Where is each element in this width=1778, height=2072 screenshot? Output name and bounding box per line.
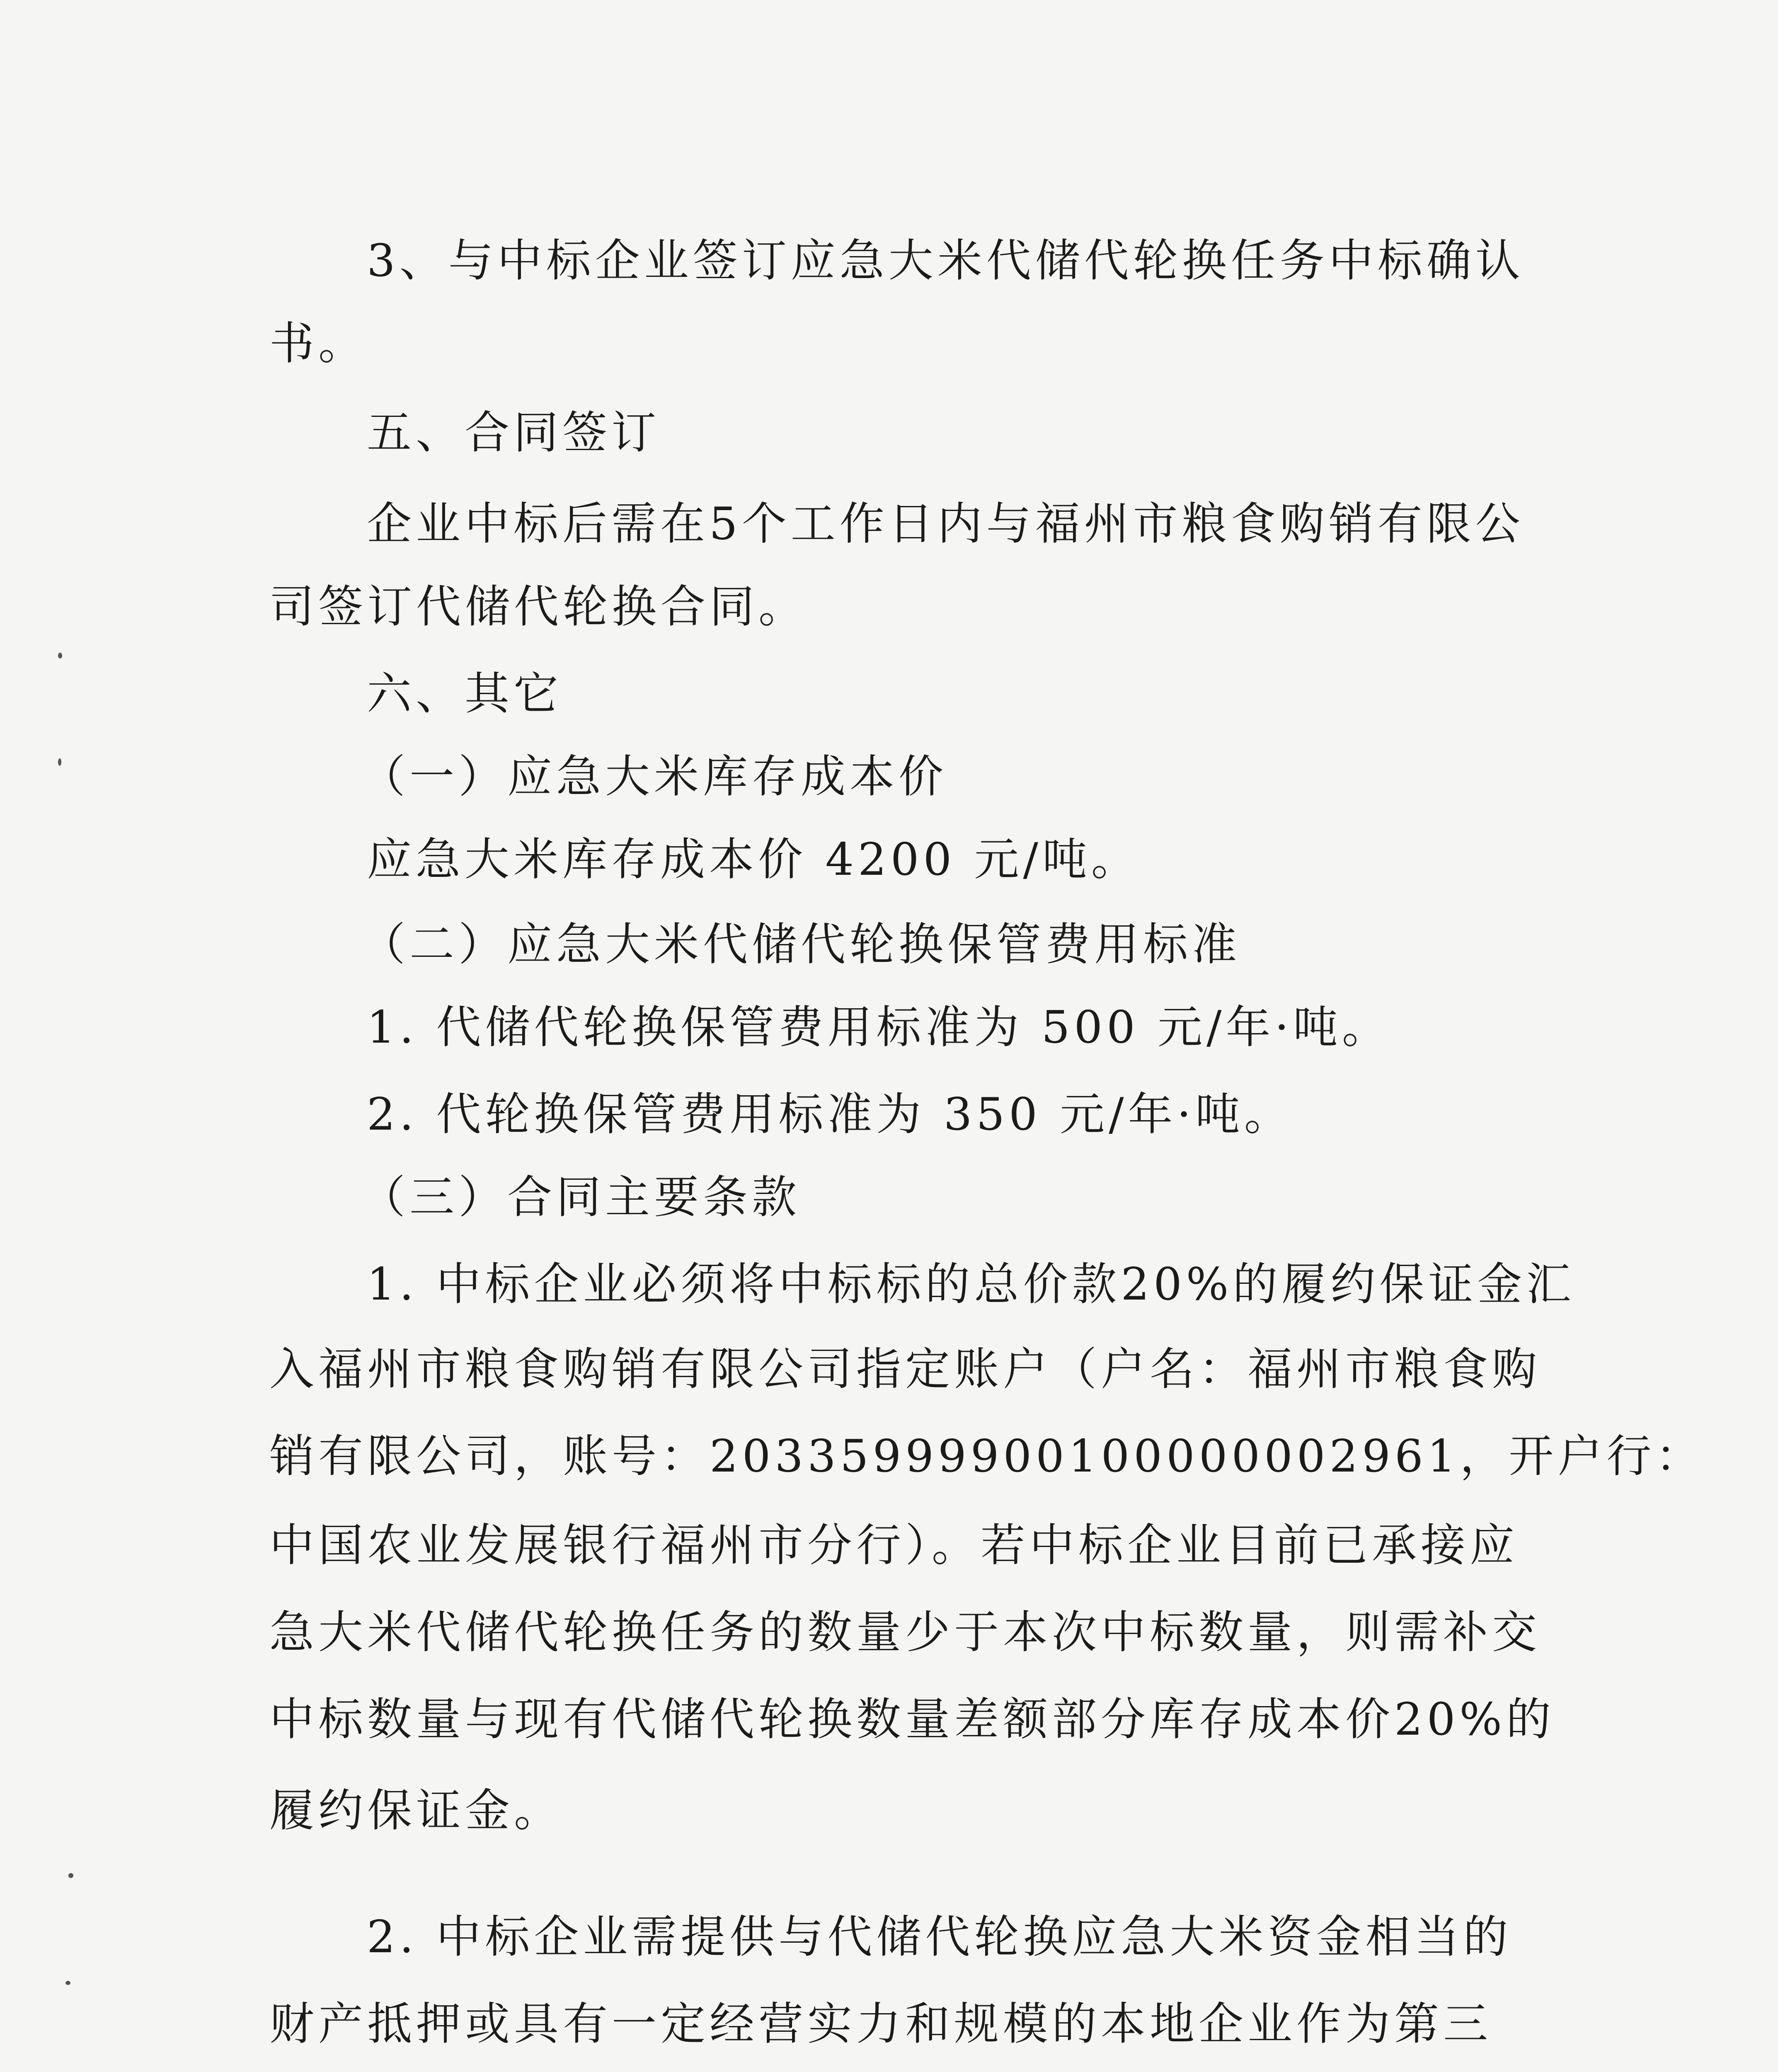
scan-speck bbox=[58, 758, 61, 766]
text-line: 销有限公司，账号：20335999900100000002961，开户行： bbox=[269, 1431, 1705, 1482]
text-line: 3、与中标企业签订应急大米代储代轮换任务中标确认 bbox=[367, 235, 1524, 287]
text-line: 2. 代轮换保管费用标准为 350 元/年·吨。 bbox=[367, 1089, 1293, 1140]
section-heading: 六、其它 bbox=[367, 668, 563, 720]
text-line: 中国农业发展银行福州市分行）。若中标企业目前已承接应 bbox=[269, 1520, 1519, 1571]
scan-speck bbox=[68, 1873, 73, 1878]
text-line: 司签订代储代轮换合同。 bbox=[269, 581, 808, 633]
text-line: 财产抵押或具有一定经营实力和规模的本地企业作为第三 bbox=[269, 1998, 1492, 2050]
scan-speck bbox=[65, 1981, 70, 1985]
text-line: 入福州市粮食购销有限公司指定账户（户名：福州市粮食购 bbox=[269, 1343, 1541, 1395]
scan-speck bbox=[58, 653, 62, 658]
text-line: 应急大米库存成本价 4200 元/吨。 bbox=[367, 834, 1140, 886]
text-line: 1. 中标企业必须将中标标的总价款20%的履约保证金汇 bbox=[367, 1259, 1575, 1310]
text-line: 中标数量与现有代储代轮换数量差额部分库存成本价20%的 bbox=[269, 1694, 1555, 1745]
text-line: 2. 中标企业需提供与代储代轮换应急大米资金相当的 bbox=[367, 1911, 1512, 1963]
subsection-heading: （一）应急大米库存成本价 bbox=[361, 751, 948, 803]
subsection-heading: （三）合同主要条款 bbox=[361, 1172, 801, 1223]
subsection-heading: （二）应急大米代储代轮换保管费用标准 bbox=[361, 919, 1241, 971]
text-line: 企业中标后需在5个工作日内与福州市粮食购销有限公 bbox=[367, 498, 1524, 550]
text-line: 1. 代储代轮换保管费用标准为 500 元/年·吨。 bbox=[367, 1002, 1391, 1053]
text-line: 书。 bbox=[269, 318, 368, 370]
text-line: 急大米代储代轮换任务的数量少于本次中标数量，则需补交 bbox=[269, 1607, 1541, 1658]
section-heading: 五、合同签订 bbox=[367, 407, 661, 459]
text-line: 履约保证金。 bbox=[269, 1785, 563, 1837]
